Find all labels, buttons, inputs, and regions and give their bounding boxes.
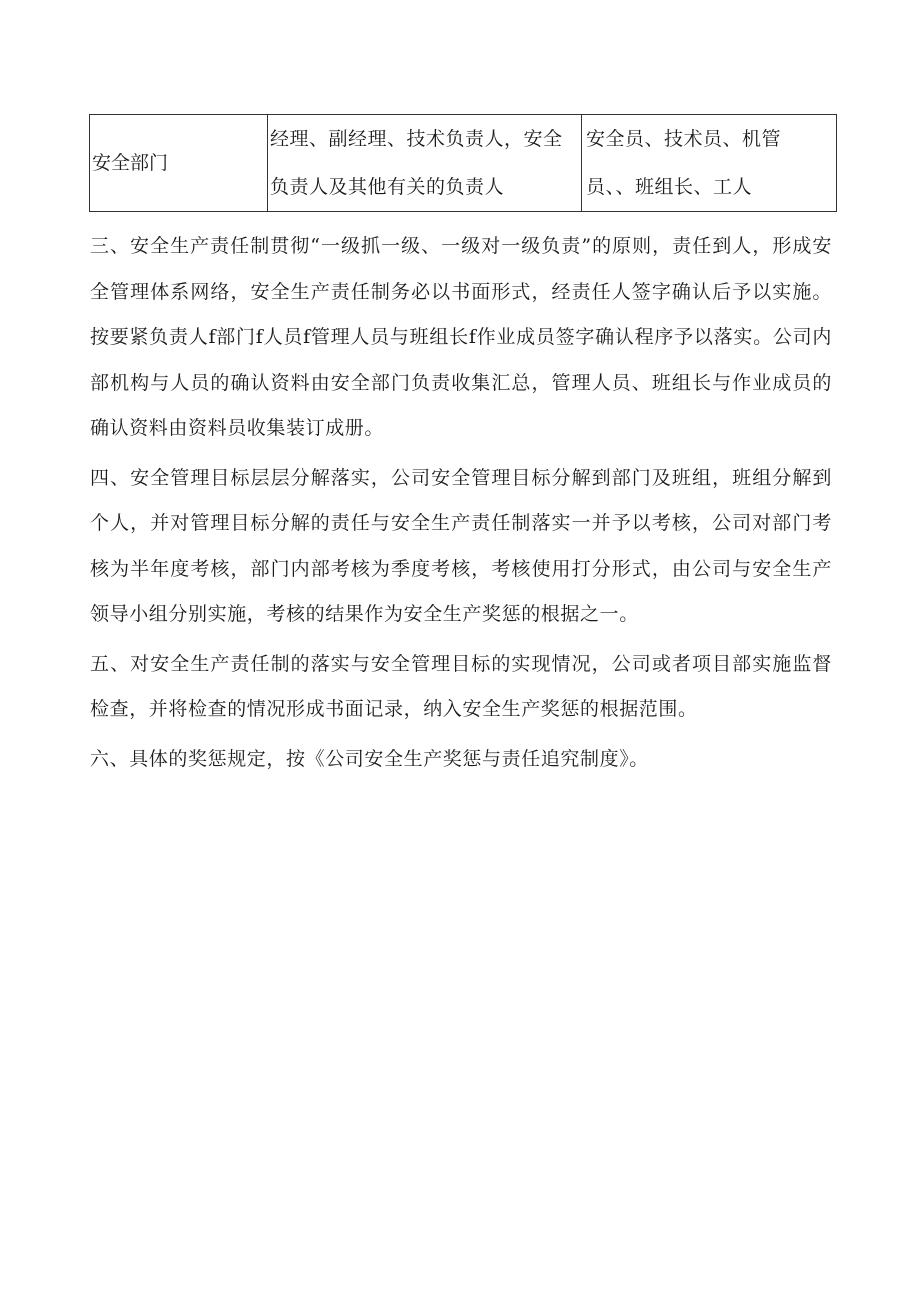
department-cell <box>90 115 268 212</box>
staff-line-1: 安全员、技术员、机管 <box>586 128 782 150</box>
leaders-line-2: 负责人及其他有关的负责人 <box>270 176 505 198</box>
paragraph-3: 三、安全生产责任制贯彻“一级抓一级、一级对一级负责”的原则，责任到人，形成安全管理体系网络，安全生产责任制务必以书面形式，经责任人签字确认后予以实施。按要紧负责人f部门f人员f管理人员与班组长f作业成员签字确认程序予以落实。公司内部机构与人员的确认资料由安全部门负责收集汇总，管理人员、班组长与作业成员的确认资料由资料员收集装订成册。 <box>90 235 832 439</box>
responsibility-table <box>89 114 837 212</box>
department-name: 安全部门 <box>92 152 169 174</box>
document-body <box>90 224 832 786</box>
paragraph-5: 五、对安全生产责任制的落实与安全管理目标的实现情况，公司或者项目部实施监督检查，并将检查的情况形成书面记录，纳入安全生产奖惩的根据范围。 <box>90 652 832 720</box>
table-row <box>90 115 837 212</box>
staff-cell <box>582 115 837 212</box>
paragraph-6: 六、具体的奖惩规定，按《公司安全生产奖惩与责任追究制度》。 <box>90 747 649 770</box>
leaders-line-1: 经理、副经理、技术负责人，安全 <box>270 128 563 150</box>
staff-line-2: 员、、班组长、工人 <box>586 176 753 198</box>
paragraph-4: 四、安全管理目标层层分解落实，公司安全管理目标分解到部门及班组，班组分解到个人，并对管理目标分解的责任与安全生产责任制落实一并予以考核，公司对部门考核为半年度考核，部门内部考核为季度考核，考核使用打分形式，由公司与安全生产领导小组分别实施，考核的结果作为安全生产奖惩的根据之一。 <box>90 466 832 625</box>
leaders-cell <box>268 115 582 212</box>
